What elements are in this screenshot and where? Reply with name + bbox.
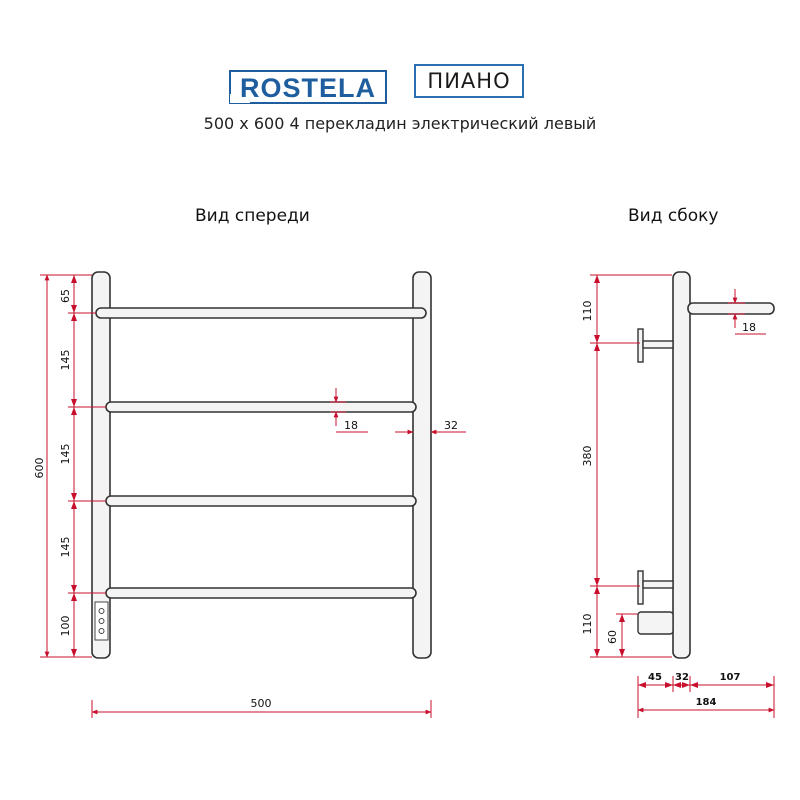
dim-side-bottom-offset: 110 bbox=[581, 613, 594, 635]
dim-total-height: 600 bbox=[33, 457, 46, 479]
dim-post-diameter: 32 bbox=[444, 419, 458, 432]
brand-text: ROSTELA bbox=[239, 73, 377, 103]
side-view bbox=[581, 272, 774, 718]
upper-wall-mount bbox=[638, 329, 673, 362]
lower-wall-mount bbox=[638, 571, 673, 604]
dim-post-depth: 32 bbox=[675, 672, 689, 683]
dim-side-top-offset: 110 bbox=[581, 300, 594, 322]
dim-bar-diameter: 18 bbox=[344, 419, 358, 432]
product-subtitle: 500 x 600 4 перекладин электрический левый bbox=[203, 114, 597, 133]
rung-2 bbox=[106, 402, 416, 412]
model-name: ПИАНО bbox=[414, 64, 524, 98]
side-post bbox=[673, 272, 690, 658]
dim-step-3: 145 bbox=[59, 536, 72, 558]
dim-side-bar-diameter: 18 bbox=[742, 321, 756, 334]
dim-step-2: 145 bbox=[59, 443, 72, 465]
front-view-title: Вид спереди bbox=[195, 206, 310, 226]
side-tick-marks bbox=[594, 275, 625, 657]
dim-wall-gap: 45 bbox=[648, 672, 662, 683]
side-top-bar bbox=[688, 303, 774, 314]
dim-top-offset: 65 bbox=[59, 289, 72, 303]
right-post bbox=[413, 272, 431, 658]
dim-total-depth: 184 bbox=[695, 697, 717, 708]
rung-4 bbox=[106, 588, 416, 598]
side-height-dimensions bbox=[590, 275, 672, 657]
dim-width: 500 bbox=[250, 697, 272, 710]
rung-1 bbox=[96, 308, 426, 318]
dim-heater-height: 60 bbox=[606, 630, 619, 644]
left-post bbox=[92, 272, 110, 658]
dim-bottom-offset: 100 bbox=[59, 615, 72, 637]
dim-mount-spacing: 380 bbox=[581, 445, 594, 467]
dim-bar-depth: 107 bbox=[719, 672, 741, 683]
control-unit bbox=[95, 602, 108, 640]
front-view bbox=[33, 272, 466, 718]
side-view-title: Вид сбоку bbox=[628, 206, 719, 226]
heater-block bbox=[638, 612, 673, 634]
dim-step-1: 145 bbox=[59, 349, 72, 371]
rung-3 bbox=[106, 496, 416, 506]
